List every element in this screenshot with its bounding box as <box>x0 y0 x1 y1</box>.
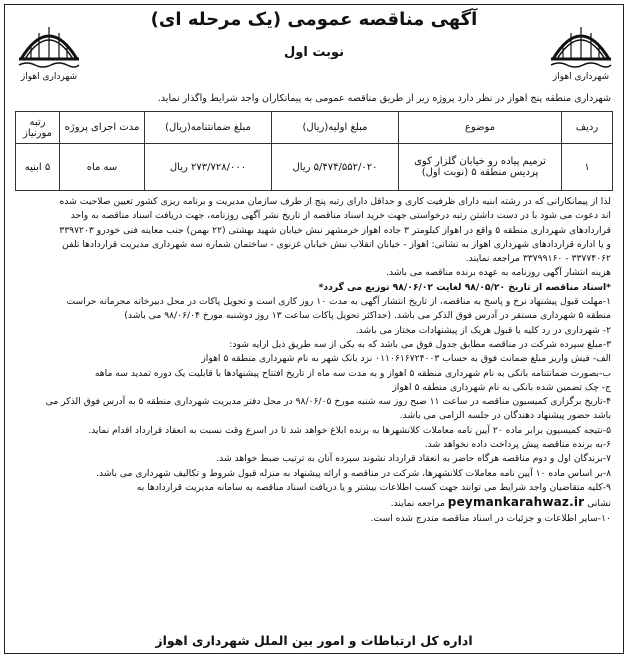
col-header-grade: رتبه مورنیاز <box>16 112 60 144</box>
notice-round: نوبت اول <box>283 45 345 60</box>
condition-line: ۱-مهلت قبول پیشنهاد نرخ و پاسخ به مناقصه، از تاریخ انتشار آگهی به مدت ۱۰ روز کاری است و تحویل پاکات در محل دبیرخانه محرمانه حراست <box>66 296 611 308</box>
cost-note: هزینه انتشار آگهی روزنامه به عهده برنده مناقصه می باشد. <box>386 267 611 279</box>
condition-line: ۵-نتیجه کمیسیون برابر ماده ۲۰ آیین نامه معاملات کلانشهرها به برنده ابلاغ خواهد شد تا در اسرع وقت نسبت به انعقاد قرارداد اقدام نماید. <box>88 424 611 436</box>
cell-guarantee-amount: ۲۷۳/۷۲۸/۰۰۰ ریال <box>145 144 272 191</box>
notice-title: آگهی مناقصه عمومی (یک مرحله ای) <box>150 9 478 30</box>
website-prefix: نشانی <box>587 498 611 510</box>
condition-line: ب-بصورت ضمانتنامه بانکی به نام شهرداری منطقه ۵ اهواز و به مدت سه ماه از تاریخ افتتاح پیشنهادها با قابلیت یک دوره تمدید سه ماهه <box>94 367 611 379</box>
cell-subject: ترمیم پیاده رو خیابان گلزار کوی پردیس منطقه ۵ (نوبت اول) <box>399 144 562 191</box>
condition-line: ۸-بر اساس ماده ۱۰ آیین نامه معاملات کلانشهرها، شرکت در مناقصه و ارائه پیشنهاد به منزله قبول شروط و تکالیف شهرداری می باشد. <box>96 467 611 479</box>
condition-line: منطقه ۵ شهرداری مستقر در آدرس فوق الذکر می باشد. (حداکثر تحویل پاکات ساعت ۱۳ روز دوشنبه مورخ ۹۸/۰۶/۰۴ می باشد) <box>124 310 611 322</box>
col-header-index: ردیف <box>562 112 613 144</box>
condition-line: ۶-به برنده مناقصه پیش پرداخت داده نخواهد شد. <box>424 439 611 451</box>
condition-line: ۲- شهرداری در رد کلیه یا قبول هریک از پیشنهادات مختار می باشد. <box>355 324 611 336</box>
condition-line: الف- فیش واریز مبلغ ضمانت فوق به حساب ۰۱۱۰۶۱۶۷۲۴۰۰۳ نزد بانک شهر به نام شهرداری منطقه ۵ اهواز <box>201 353 611 365</box>
col-header-guarantee-amount: مبلغ ضمانتنامه(ریال) <box>145 112 272 144</box>
cell-index: ۱ <box>562 144 613 191</box>
table-row <box>16 144 613 191</box>
condition-line: ۴-تاریخ برگزاری کمیسیون مناقصه در ساعت ۱۱ صبح روز سه شنبه مورخ ۹۸/۰۶/۰۵ در محل دفتر مدیریت شهرداری منطقه ۵ به آدرس فوق الذکر می <box>45 396 611 408</box>
issuer-footer: اداره کل ارتباطات و امور بین الملل شهرداری اهواز <box>155 633 473 648</box>
body-line: اند دعوت می شود با در دست داشتن رتبه درخواستی جهت خرید اسناد مناقصه از تاریخ نشر آگهی روزنامه، جهت دریافت اسناد مناقصه به واحد <box>70 210 611 222</box>
website-link[interactable]: peymankarahwaz.ir <box>447 495 585 510</box>
body-line: ۳۳۷۷۴۰۶۲ - ۳۳۷۹۹۱۶۰ مراجعه نمایند. <box>465 253 611 265</box>
body-line: قراردادهای شهرداری منطقه ۵ واقع در اهواز کیلومتر ۳ جاده اهواز خرمشهر نبش خیابان شهید بهشتی (۲۲ بهمن) جنب معاینه فنی خودرو ۳۳۹۷۲۰۳ <box>59 224 611 236</box>
col-header-initial-amount: مبلغ اولیه(ریال) <box>272 112 399 144</box>
logo-caption: شهرداری اهواز <box>20 72 78 82</box>
condition-line: باشد حضور پیشنهاد دهندگان در جلسه الزامی می باشد. <box>399 410 611 422</box>
table-header-row <box>16 112 613 144</box>
website-line <box>15 495 611 511</box>
cell-grade: ۵ ابنیه <box>16 144 60 191</box>
notice-body <box>15 195 611 526</box>
col-header-subject: موضوع <box>399 112 562 144</box>
website-suffix: مراجعه نمایند. <box>390 498 445 510</box>
tender-table <box>15 111 613 191</box>
body-line: لذا از پیمانکارانی که در رشته ابنیه دارای ظرفیت کاری و حداقل دارای رتبه پنج از طرف سازمان مدیریت و برنامه ریزی کشور تعیین صلاحیت شده <box>59 196 611 207</box>
condition-line: ۹-کلیه متقاضیان واجد شرایط می توانند جهت کسب اطلاعات بیشتر و یا دریافت اسناد مناقصه به سامانه مدیریت قراردادها به <box>136 481 611 493</box>
condition-line: ج- چک تضمین شده بانکی به نام شهرداری منطقه ۵ اهواز <box>392 381 611 393</box>
condition-line: ۳-مبلغ سپرده شرکت در مناقصه مطابق جدول فوق می باشد که به یکی از سه طریق ذیل ارایه شود: <box>229 338 611 350</box>
logo-caption: شهرداری اهواز <box>552 72 610 82</box>
body-line: و یا اداره قراردادهای شهرداری اهواز به نشانی: اهواز - خیابان انقلاب نبش خیابان غزنوی - ساختمان شماره سه شهرداری مدیریت قراردادها تلفن <box>62 238 611 250</box>
tender-notice <box>4 4 624 654</box>
distribution-dates: *اسناد مناقصه از تاریخ ۹۸/۰۵/۲۰ لغایت ۹۸/۰۶/۰۲ توزیع می گردد* <box>318 281 611 293</box>
condition-line: ۱۰-سایر اطلاعات و جزئیات در اسناد مناقصه مندرج شده است. <box>370 512 611 524</box>
col-header-duration: مدت اجرای پروژه <box>60 112 145 144</box>
condition-line: ۷-برندگان اول و دوم مناقصه هرگاه حاضر به انعقاد قرارداد نشوند سپرده آنان به ترتیب ضبط خواهد شد. <box>216 453 611 465</box>
intro-text: شهرداری منطقه پنج اهواز در نظر دارد پروژه زیر از طریق مناقصه عمومی به پیمانکاران واجد شرایط واگذار نماید. <box>157 93 611 104</box>
cell-initial-amount: ۵/۴۷۴/۵۵۲/۰۲۰ ریال <box>272 144 399 191</box>
cell-duration: سه ماه <box>60 144 145 191</box>
